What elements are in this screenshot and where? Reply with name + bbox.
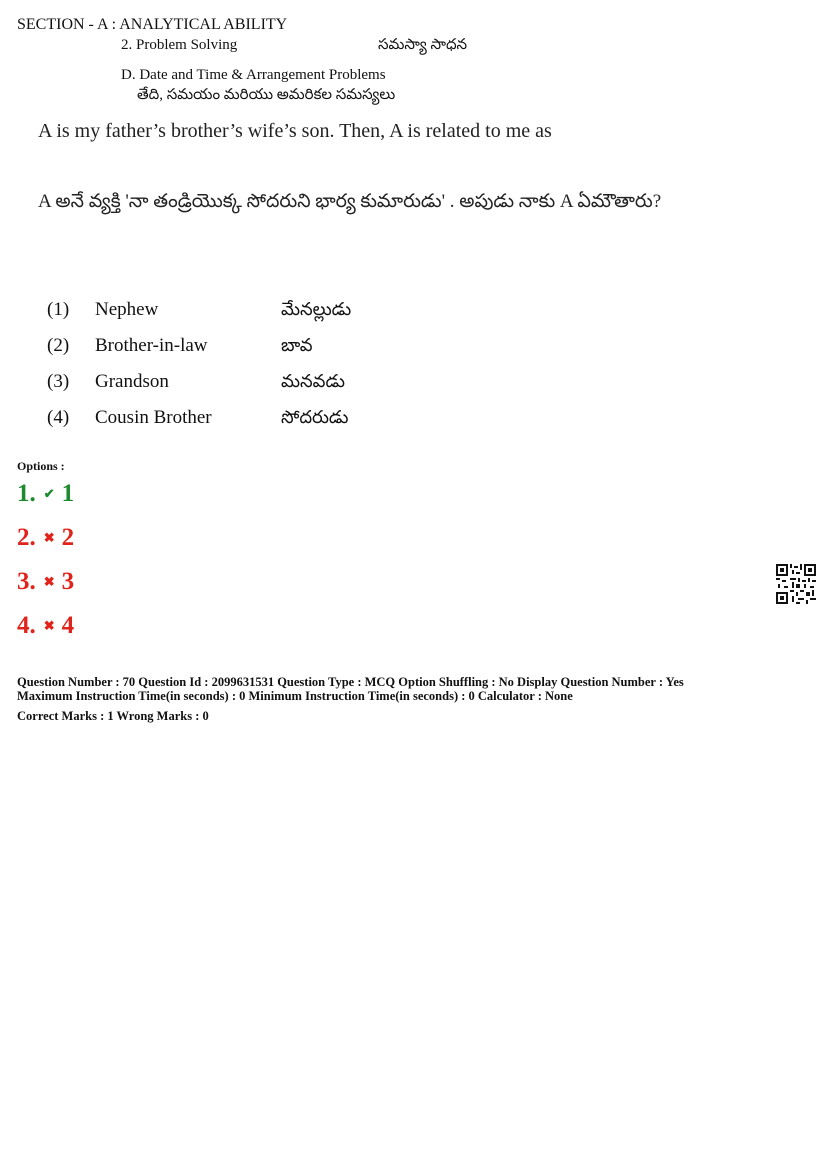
question-text-english: A is my father’s brother’s wife’s son. Then, A is related to me as [38,120,552,142]
qr-code-icon [776,564,816,604]
option-label: 4. [17,612,36,639]
cross-icon: ✖ [43,530,55,545]
choice-telugu: సోదరుడు [281,407,349,427]
choice-english: Cousin Brother [95,407,212,428]
option-value: 1 [61,480,75,507]
choice-number: (4) [47,407,70,428]
option-value: 3 [61,568,75,595]
question-meta-line1: Question Number : 70 Question Id : 2099631531 Question Type : MCQ Option Shuffling : No Display Question Number : Yes [17,675,684,689]
subtopic-telugu: తేది, సమయం మరియు అమరికల సమస్యలు [137,87,396,103]
option-value: 4 [61,612,75,639]
options-title: Options : [17,459,65,473]
check-icon: ✔ [43,486,55,501]
question-meta-line2: Maximum Instruction Time(in seconds) : 0 Minimum Instruction Time(in seconds) : 0 Calculator : None [17,689,573,703]
choice-number: (1) [47,299,70,320]
topic-english: 2. Problem Solving [121,37,238,53]
option-label: 3. [17,568,36,595]
choice-english: Nephew [95,299,159,320]
option-3 [17,568,74,596]
choice-telugu: బావ [281,335,313,355]
option-label: 2. [17,524,36,551]
section-title: SECTION - A : ANALYTICAL ABILITY [17,16,288,33]
choice-telugu: మనవడు [281,371,346,391]
question-text-telugu: A అనే వ్యక్తి 'నా తండ్రియొక్క సోదరుని భార్య కుమారుడు' . అపుడు నాకు A ఏమౌతారు? [38,191,662,212]
option-value: 2 [61,524,75,551]
option-2 [17,524,74,552]
subtopic-english: D. Date and Time & Arrangement Problems [121,67,386,83]
question-marks: Correct Marks : 1 Wrong Marks : 0 [17,709,209,723]
choice-telugu: మేనల్లుడు [281,299,352,319]
option-4 [17,612,74,640]
option-label: 1. [17,480,36,507]
choice-english: Grandson [95,371,169,392]
cross-icon: ✖ [43,618,55,633]
topic-telugu: సమస్యా సాధన [378,37,468,53]
choice-number: (3) [47,371,70,392]
choice-number: (2) [47,335,70,356]
option-1 [17,480,74,508]
cross-icon: ✖ [43,574,55,589]
choice-english: Brother-in-law [95,335,208,356]
